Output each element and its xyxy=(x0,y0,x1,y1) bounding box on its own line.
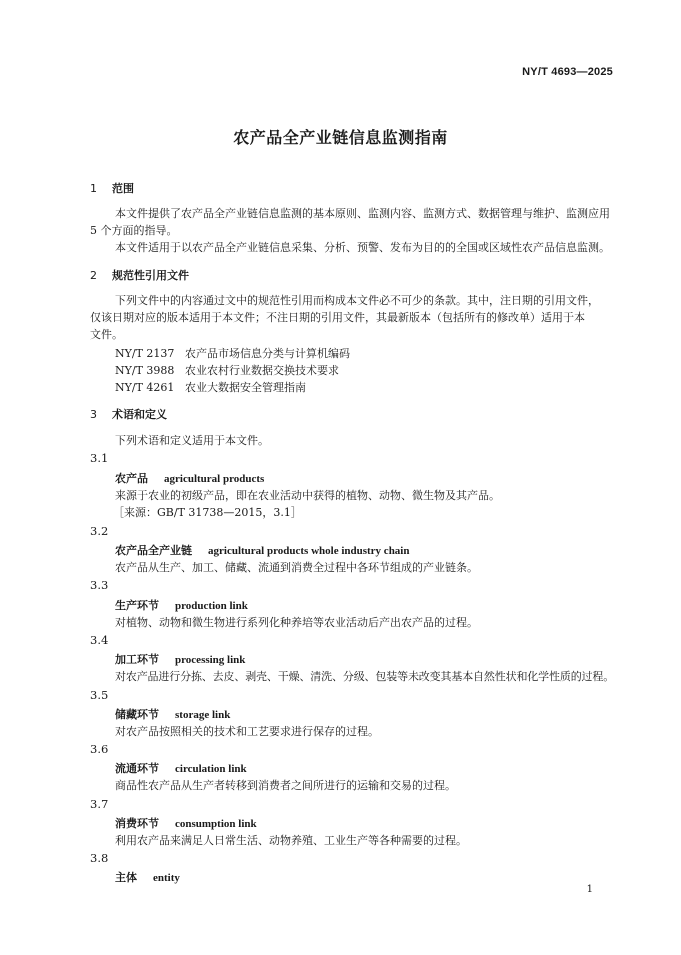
term-en: circulation link xyxy=(175,763,247,775)
section-1-para1-line1: 本文件提供了农产品全产业链信息监测的基本原则、监测内容、监测方式、数据管理与维护、监测应用 xyxy=(115,207,610,220)
section-2-para-line1: 下列文件中的内容通过文中的规范性引用而构成本文件必不可少的条款。其中，注日期的引用文件， xyxy=(115,294,599,307)
term-heading xyxy=(115,597,248,613)
term-en: production link xyxy=(175,600,248,612)
term-en: processing link xyxy=(175,654,246,666)
term-zh: 主体 xyxy=(115,871,137,884)
term-zh: 消费环节 xyxy=(115,817,159,830)
section-1-para1-line2: 5 个方面的指导。 xyxy=(90,224,178,237)
term-number: 3.2 xyxy=(90,524,109,538)
reference-title: 农业大数据安全管理指南 xyxy=(185,381,306,394)
section-3-intro: 下列术语和定义适用于本文件。 xyxy=(115,434,269,447)
term-en: consumption link xyxy=(175,818,257,830)
term-heading xyxy=(115,869,180,885)
section-2-heading xyxy=(90,267,189,283)
term-en: storage link xyxy=(175,709,231,721)
term-en: entity xyxy=(153,872,180,884)
term-heading xyxy=(115,470,264,486)
page-number: 1 xyxy=(586,884,593,895)
term-heading xyxy=(115,651,245,667)
standard-code: NY/T 4693—2025 xyxy=(522,66,613,78)
term-zh: 生产环节 xyxy=(115,599,159,612)
term-definition: 对农产品进行分拣、去皮、剥壳、干燥、清洗、分级、包装等未改变其基本自然性状和化学性质的过程。 xyxy=(115,670,615,683)
term-en: agricultural products xyxy=(164,473,265,485)
section-1-heading xyxy=(90,180,134,196)
term-number: 3.4 xyxy=(90,633,109,647)
reference-title: 农产品市场信息分类与计算机编码 xyxy=(185,347,350,360)
reference-code: NY/T 3988 xyxy=(115,364,175,377)
section-2-para-line3: 文件。 xyxy=(90,328,123,341)
term-zh: 农产品 xyxy=(115,472,148,485)
term-definition: 来源于农业的初级产品，即在农业活动中获得的植物、动物、微生物及其产品。 xyxy=(115,489,500,502)
term-number: 3.1 xyxy=(90,451,109,465)
section-2-para-line2: 仅该日期对应的版本适用于本文件；不注日期的引用文件，其最新版本（包括所有的修改单）适用于本 xyxy=(90,311,585,324)
reference-code: NY/T 2137 xyxy=(115,347,175,360)
reference-item xyxy=(115,379,306,395)
term-heading xyxy=(115,815,257,831)
reference-code: NY/T 4261 xyxy=(115,381,175,394)
document-title: 农产品全产业链信息监测指南 xyxy=(233,128,448,147)
term-number: 3.5 xyxy=(90,688,109,702)
term-en: agricultural products whole industry chain xyxy=(208,545,410,557)
term-definition: 商品性农产品从生产者转移到消费者之间所进行的运输和交易的过程。 xyxy=(115,779,456,792)
term-number: 3.7 xyxy=(90,797,109,811)
term-zh: 储藏环节 xyxy=(115,708,159,721)
section-number: 1 xyxy=(90,182,97,195)
section-title: 术语和定义 xyxy=(112,408,167,421)
section-1-para2: 本文件适用于以农产品全产业链信息采集、分析、预警、发布为目的的全国或区域性农产品信息监测。 xyxy=(115,241,610,254)
term-zh: 加工环节 xyxy=(115,653,159,666)
term-heading xyxy=(115,706,230,722)
section-number: 3 xyxy=(90,408,97,421)
term-heading xyxy=(115,542,410,558)
reference-item xyxy=(115,362,339,378)
section-3-heading xyxy=(90,406,167,422)
term-definition: 对植物、动物和微生物进行系列化种养培等农业活动后产出农产品的过程。 xyxy=(115,616,478,629)
section-title: 范围 xyxy=(112,182,134,195)
term-zh: 流通环节 xyxy=(115,762,159,775)
term-definition: 对农产品按照相关的技术和工艺要求进行保存的过程。 xyxy=(115,725,379,738)
section-number: 2 xyxy=(90,269,97,282)
term-zh: 农产品全产业链 xyxy=(115,544,192,557)
section-title: 规范性引用文件 xyxy=(112,269,189,282)
term-source: ［来源：GB/T 31738—2015，3.1］ xyxy=(113,506,302,519)
term-definition: 农产品从生产、加工、储藏、流通到消费全过程中各环节组成的产业链条。 xyxy=(115,561,478,574)
reference-item xyxy=(115,345,350,361)
term-heading xyxy=(115,760,247,776)
term-number: 3.6 xyxy=(90,742,109,756)
reference-title: 农业农村行业数据交换技术要求 xyxy=(185,364,339,377)
term-number: 3.8 xyxy=(90,851,109,865)
term-definition: 利用农产品来满足人日常生活、动物养殖、工业生产等各种需要的过程。 xyxy=(115,834,467,847)
term-number: 3.3 xyxy=(90,578,109,592)
